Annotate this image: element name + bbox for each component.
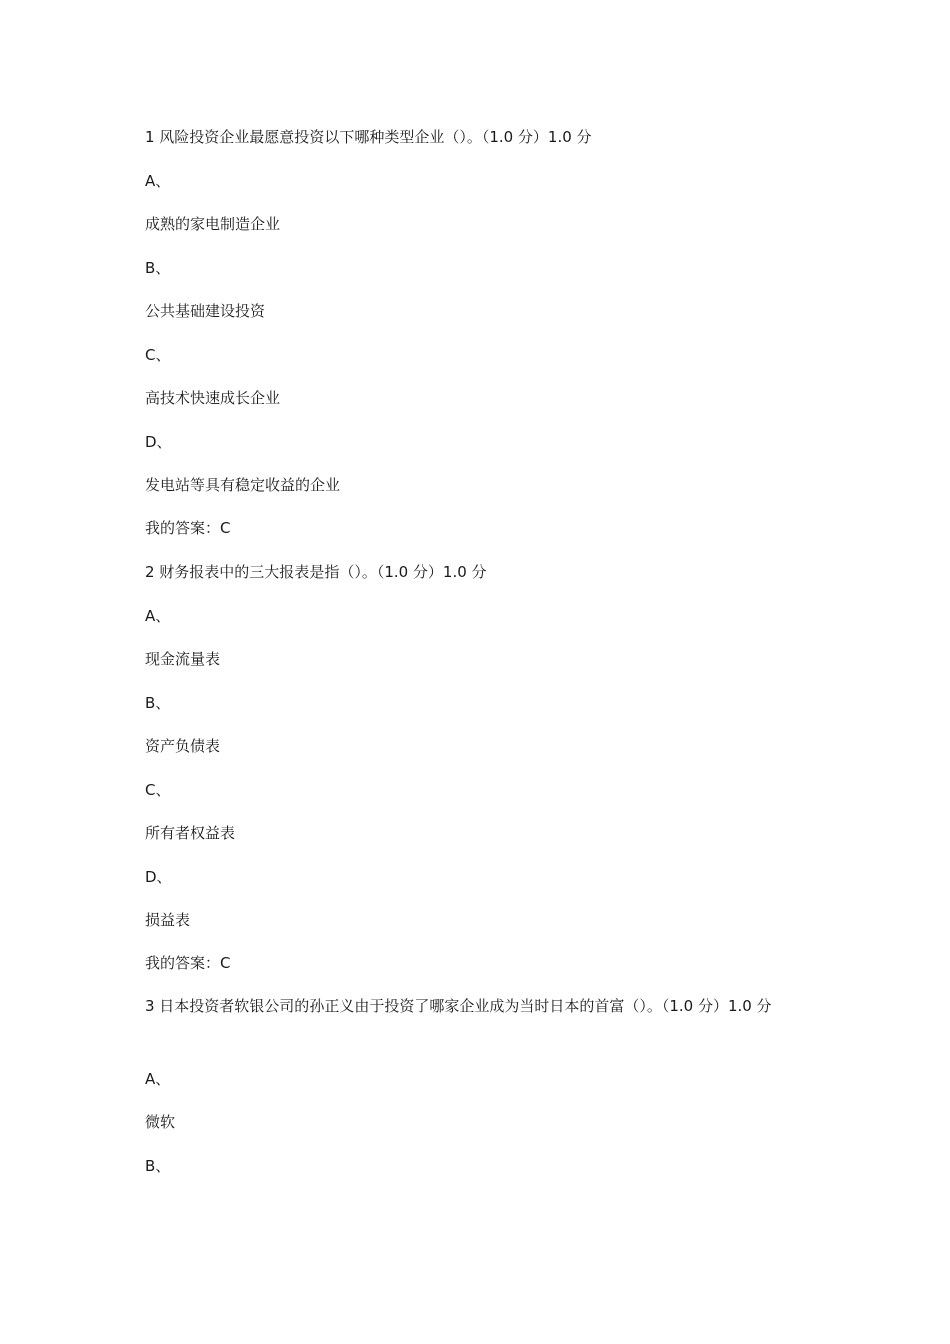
question-1-option-a-text: 成熟的家电制造企业 — [145, 215, 281, 233]
question-2-answer: 我的答案：C — [145, 954, 231, 972]
question-2-option-a-text: 现金流量表 — [145, 650, 221, 668]
question-2-option-b-text: 资产负债表 — [145, 737, 221, 755]
question-1-option-d-letter: D、 — [145, 433, 172, 451]
question-2-option-c-letter: C、 — [145, 781, 171, 799]
question-2-prompt: 2 财务报表中的三大报表是指（）。（1.0 分）1.0 分 — [145, 563, 487, 581]
question-1-option-b-text: 公共基础建设投资 — [145, 302, 266, 320]
question-2-option-a-letter: A、 — [145, 607, 171, 625]
question-2-option-d-letter: D、 — [145, 868, 172, 886]
question-3-option-a-letter: A、 — [145, 1070, 171, 1088]
question-1-answer: 我的答案：C — [145, 519, 231, 537]
question-1-option-d-text: 发电站等具有稳定收益的企业 — [145, 476, 341, 494]
question-3-prompt: 3 日本投资者软银公司的孙正义由于投资了哪家企业成为当时日本的首富（）。（1.0 分）1.0 分 — [145, 997, 772, 1015]
question-2-option-b-letter: B、 — [145, 694, 171, 712]
question-1-option-b-letter: B、 — [145, 259, 171, 277]
question-1-option-c-letter: C、 — [145, 346, 171, 364]
question-3-option-b-letter: B、 — [145, 1157, 171, 1175]
question-1-option-c-text: 高技术快速成长企业 — [145, 389, 281, 407]
question-2-option-c-text: 所有者权益表 — [145, 824, 236, 842]
question-1-option-a-letter: A、 — [145, 172, 171, 190]
question-3-option-a-text: 微软 — [145, 1113, 176, 1131]
question-1-prompt: 1 风险投资企业最愿意投资以下哪种类型企业（）。（1.0 分）1.0 分 — [145, 128, 592, 146]
question-2-option-d-text: 损益表 — [145, 911, 191, 929]
